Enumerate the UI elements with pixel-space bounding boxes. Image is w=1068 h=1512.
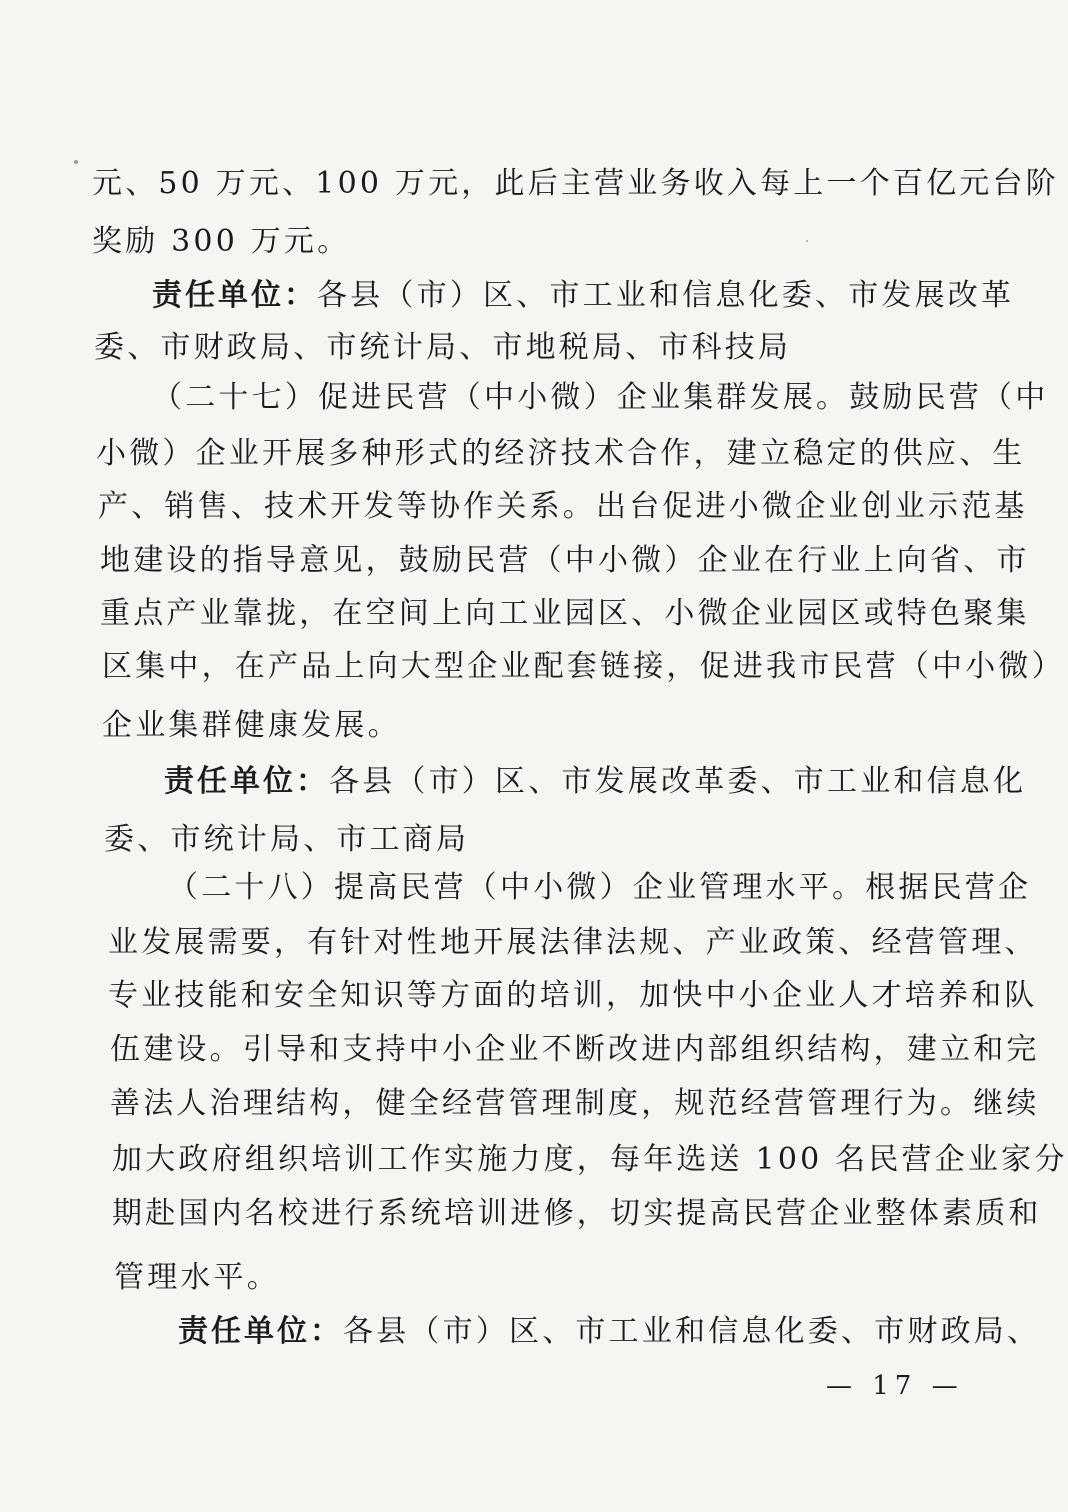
responsibility-line [178,1312,1040,1352]
text-line: 元、50 万元、100 万元，此后主营业务收入每上一个百亿元台阶 [92,166,1059,201]
scan-speck [806,240,808,242]
text-line: 加大政府组织培训工作实施力度，每年选送 100 名民营企业家分 [112,1142,1068,1177]
section-heading-line: （二十八）提高民营（中小微）企业管理水平。根据民营企 [168,870,1032,905]
responsibility-label: 责任单位： [164,764,329,799]
text-line: 善法人治理结构，健全经营管理制度，规范经营管理行为。继续 [110,1086,1040,1121]
text-line: 区集中，在产品上向大型企业配套链接，促进我市民营（中小微） [102,649,1065,684]
responsibility-label: 责任单位： [178,1314,343,1349]
text-line: 业发展需要，有针对性地开展法律法规、产业政策、经营管理、 [108,925,1038,960]
text-line: 重点产业靠拢，在空间上向工业园区、小微企业园区或特色聚集 [100,596,1030,631]
responsibility-text: 各县（市）区、市发展改革委、市工业和信息化 [329,764,1027,799]
text-line: 期赴国内名校进行系统培训进修，切实提高民营企业整体素质和 [112,1196,1042,1231]
text-line: 专业技能和安全知识等方面的培训，加快中小企业人才培养和队 [108,978,1038,1013]
text-line: 伍建设。引导和支持中小企业不断改进内部组织结构，建立和完 [110,1032,1040,1067]
text-line: 管理水平。 [114,1260,280,1295]
text-line: 委、市财政局、市统计局、市地税局、市科技局 [94,330,792,365]
text-line: 地建设的指导意见，鼓励民营（中小微）企业在行业上向省、市 [100,543,1030,578]
responsibility-line [152,276,1014,316]
section-heading-line: （二十七）促进民营（中小微）企业集群发展。鼓励民营（中 [152,380,1049,415]
text-line: 小微）企业开展多种形式的经济技术合作，建立稳定的供应、生 [96,436,1026,471]
responsibility-text: 各县（市）区、市工业和信息化委、市财政局、 [343,1314,1041,1349]
scan-speck [74,160,78,164]
text-line: 产、销售、技术开发等协作关系。出台促进小微企业创业示范基 [98,489,1028,524]
text-line: 委、市统计局、市工商局 [104,822,470,857]
responsibility-text: 各县（市）区、市工业和信息化委、市发展改革 [317,278,1015,313]
text-line: 企业集群健康发展。 [102,708,401,743]
responsibility-line [164,762,1026,802]
text-line: 奖励 300 万元。 [92,224,351,259]
responsibility-label: 责任单位： [152,278,317,313]
page-number: — 17 — [826,1371,964,1401]
